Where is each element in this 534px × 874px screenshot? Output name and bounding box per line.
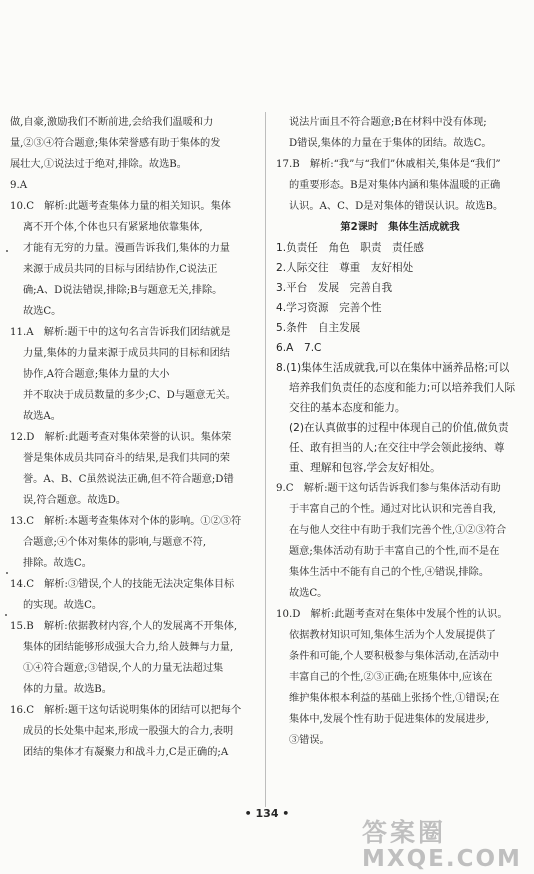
text-line: 故选C。 [289,588,328,599]
answer-line: 重、理解和包容,学会友好相处。 [289,462,441,474]
text-line: 协作,A符合题意;集体力量的大小 [23,369,170,380]
section-title: 第2课时 集体生活成就我 [340,222,460,233]
text-line: 条件和可能,个人要积极参与集体活动,在活动中 [289,651,500,662]
margin-speck [6,250,8,252]
left-column [10,112,250,763]
text-line: 誉。A、B、C虽然说法正确,但不符合题意;D错 [23,474,234,485]
text-line: 才能有无穷的力量。漫画告诉我们,集体的力量 [23,243,230,254]
text-line: 14.C 解析:③错误,个人的技能无法决定集体目标 [10,579,235,590]
text-line: 维护集体根本利益的基础上张扬个性,①错误;在 [289,693,500,704]
text-line: 15.B 解析:依据教材内容,个人的发展离不开集体, [10,621,238,632]
text-line: 集体生活中不能有自己的个性,④错误,排除。 [289,567,490,578]
answer-line: 交往的基本态度和能力。 [289,402,406,414]
text-line: 依据教材知识可知,集体生活为个人发展提供了 [289,630,496,641]
text-line: 的实现。故选C。 [23,600,103,611]
watermark-logo [362,818,522,872]
text-line: 认识。A、C、D是对集体的错误认识。故选B。 [289,201,504,212]
answer-line: 2.人际交往 尊重 友好相处 [276,262,414,274]
text-line: 确;A、D说法错误,排除;B与题意无关,排除。 [23,285,223,296]
text-line: 10.C 解析:此题考查集体力量的相关知识。集体 [10,201,231,212]
text-line: 来源于成员共同的目标与团结协作,C说法正 [23,264,218,275]
answer-line: (2)在认真做事的过程中体现自己的价值,做负责 [289,422,509,434]
text-line: 离不开个体,个体也只有紧紧地依靠集体, [23,222,203,233]
text-line: 集体的团结能够形成强大合力,给人鼓舞与力量, [23,642,234,653]
text-line: 集体中,发展个性有助于促进集体的发展进步, [289,714,490,725]
text-line: 量,②③④符合题意;集体荣誉感有助于集体的发 [10,138,221,149]
text-line: 力量,集体的力量来源于成员共同的目标和团结 [23,348,230,359]
answer-line: 培养我们负责任的态度和能力;可以培养我们人际 [289,382,516,394]
text-line: 合题意;④个体对集体的影响,与题意不符, [23,537,207,548]
text-line: 在与他人交往中有助于我们完善个性,①②③符合 [289,525,507,536]
text-line: 17.B 解析:“我”与“我们”休戚相关,集体是“我们” [276,159,501,170]
text-line: ①④符合题意;③错误,个人的力量无法超过集 [23,663,224,674]
text-line: 展壮大,①说法过于绝对,排除。故选B。 [10,159,187,170]
text-line: 题意;集体活动有助于丰富自己的个性,而不是在 [289,546,500,557]
page-number: • 134 • [244,807,290,820]
answer-line: 1.负责任 角色 职责 责任感 [276,242,424,254]
column-divider [265,112,266,807]
answer-line: 4.学习资源 完善个性 [276,302,382,314]
text-line: 16.C 解析:题干这句话说明集体的团结可以把每个 [10,705,242,716]
text-line: 体的力量。故选B。 [23,684,112,695]
text-line: 12.D 解析:此题考查对集体荣誉的认识。集体荣 [10,432,232,443]
text-line: ③错误。 [289,735,330,746]
text-line: 9.A [10,180,28,191]
text-line: 13.C 解析:本题考查集体对个体的影响。①②③符 [10,516,242,527]
text-line: 故选A。 [23,411,61,422]
text-line: 10.D 解析:此题考查对在集体中发展个性的认识。 [276,609,508,620]
text-line: 说法片面且不符合题意;B在材料中没有体现; [289,117,487,128]
text-line: 11.A 解析:题干中的这句名言告诉我们团结就是 [10,327,231,338]
answer-line: 5.条件 自主发展 [276,322,361,334]
text-line: 的重要形态。B是对集体内涵和集体温暖的正确 [289,180,501,191]
answer-line: 3.平台 发展 完善自我 [276,282,393,294]
text-line: 误,符合题意。故选D。 [23,495,127,506]
watermark-url: MXQE.COM [362,846,522,872]
text-line: 丰富自己的个性,②③正确;在班集体中,应该在 [289,672,493,683]
text-line: 于丰富自己的个性。通过对比认识和完善自我, [289,504,496,515]
answer-line: 6.A 7.C [276,342,322,354]
margin-speck [5,614,7,616]
text-line: 做,自豪,激励我们不断前进,会给我们温暖和力 [10,117,214,128]
right-column [276,112,524,751]
answer-line: 任、敢有担当的人;在交往中学会领此接纳、尊 [289,442,505,454]
text-line: 团结的集体才有凝聚力和战斗力,C是正确的;A [23,747,229,758]
margin-speck [6,572,8,574]
watermark-title: 答案圈 [362,818,447,847]
answer-line: 8.(1)集体生活成就我,可以在集体中涵养品格;可以 [276,362,510,374]
text-line: 并不取决于成员数量的多少;C、D与题意无关。 [23,390,236,401]
text-line: D错误,集体的力量在于集体的团结。故选C。 [289,138,492,149]
text-line: 故选C。 [23,306,62,317]
text-line: 9.C 解析:题干这句话告诉我们参与集体活动有助 [276,483,501,494]
text-line: 誉是集体成员共同奋斗的结果,是我们共同的荣 [23,453,230,464]
text-line: 成员的长处集中起来,形成一股强大的合力,表明 [23,726,234,737]
text-line: 排除。故选C。 [23,558,92,569]
